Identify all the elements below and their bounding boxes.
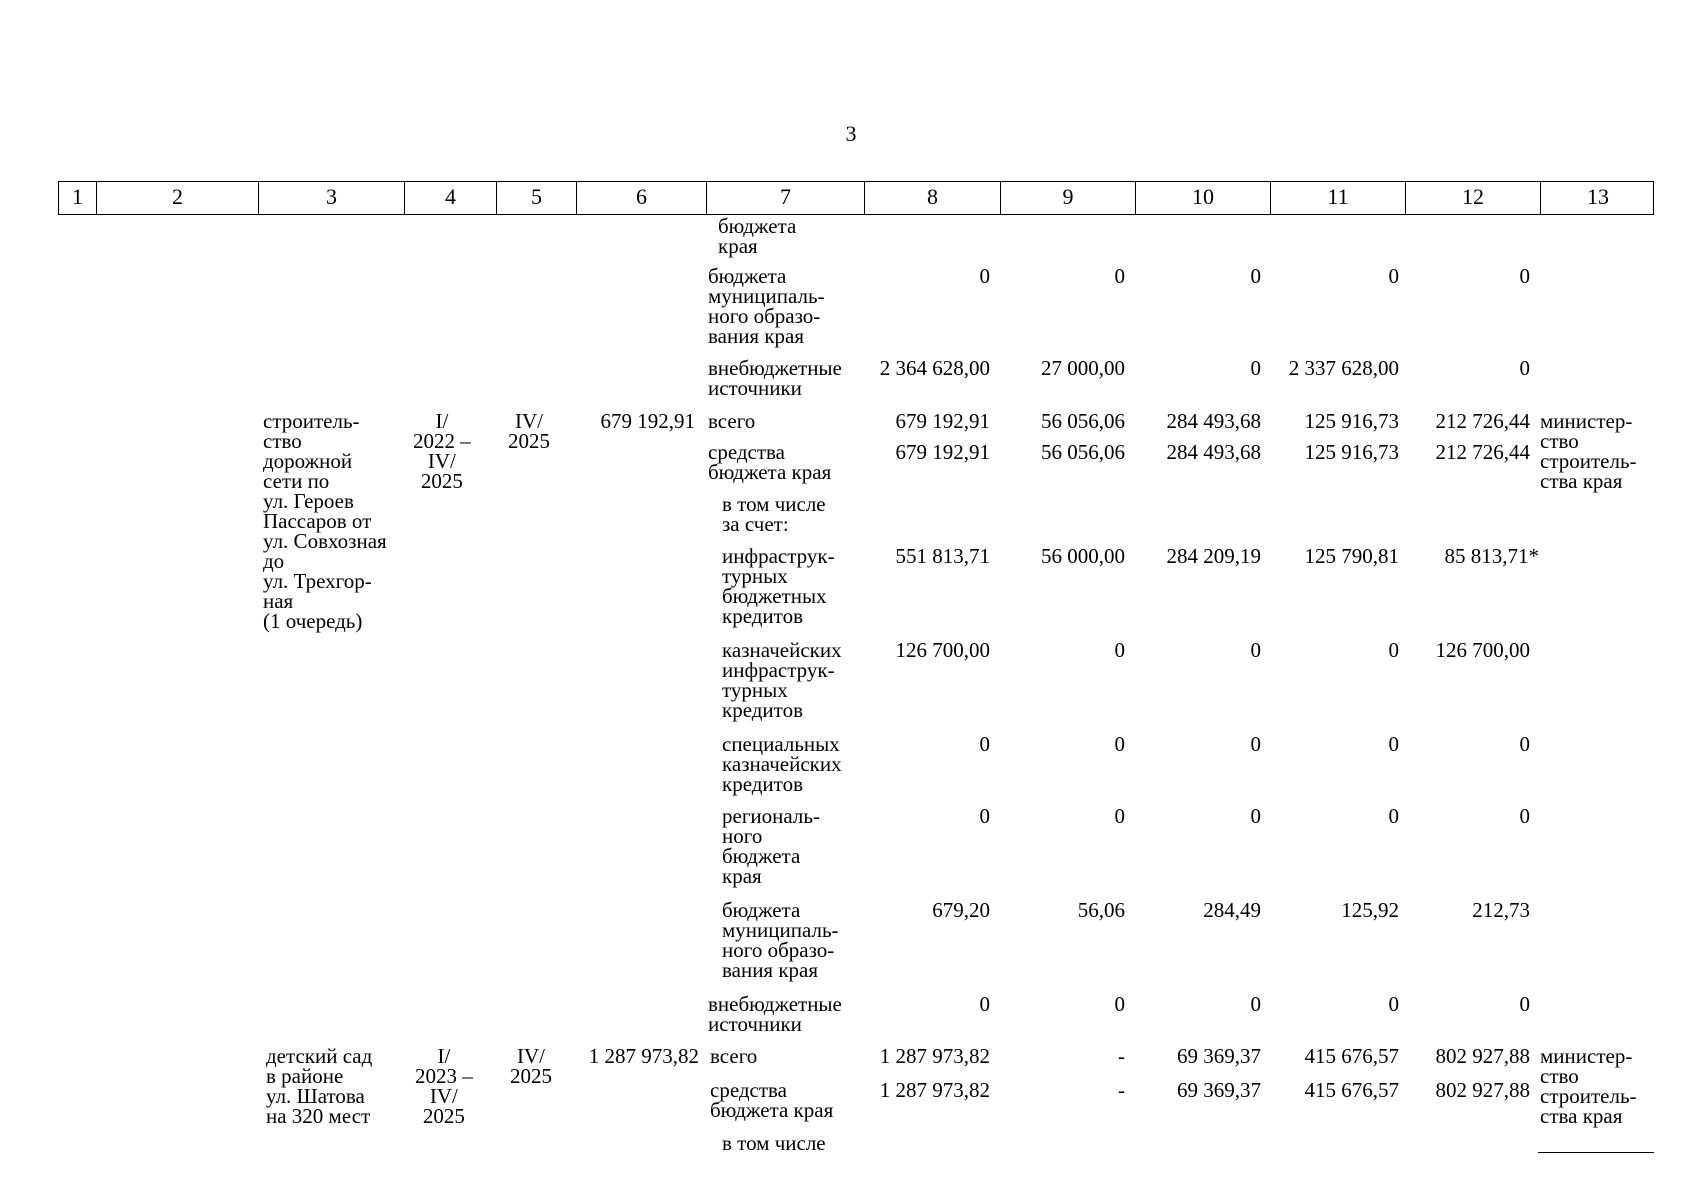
object-cost: 1 287 973,82 xyxy=(588,1044,699,1068)
object-cost: 679 192,91 xyxy=(600,409,695,433)
cell-value: 0 xyxy=(1519,264,1530,288)
cell-value: 212 726,44 xyxy=(1435,440,1530,464)
municipal-budget-label: бюджета муниципаль- ного образо- вания края xyxy=(722,898,839,982)
cell-value: 1 287 973,82 xyxy=(879,1078,990,1102)
header-col-2: 2 xyxy=(96,182,258,214)
src-municipal-label: бюджета муниципаль- ного образо- вания края xyxy=(708,264,825,348)
header-col-7: 7 xyxy=(706,182,864,214)
total-label: всего xyxy=(710,1044,758,1068)
cell-value: 679 192,91 xyxy=(895,440,990,464)
cell-value: - xyxy=(1118,1078,1125,1102)
continuation-rule xyxy=(1538,1152,1654,1153)
header-col-6: 6 xyxy=(576,182,706,214)
extra-budget-label: внебюджетные источники xyxy=(708,992,842,1036)
cell-value: 0 xyxy=(1388,992,1399,1016)
cell-value: 1 287 973,82 xyxy=(879,1044,990,1068)
cell-value: 125 790,81 xyxy=(1304,544,1399,568)
regional-budget-label: региональ- ного бюджета края xyxy=(722,804,820,888)
object-name: строитель- ство дорожной сети по ул. Героев Пассаров от ул. Совхозная до ул. Трехгор- ная (1 очередь) xyxy=(263,409,387,633)
object-deadline: IV/ 2025 xyxy=(508,409,550,453)
header-col-9: 9 xyxy=(1000,182,1135,214)
cell-value: 125 916,73 xyxy=(1304,440,1399,464)
cell-value: 0 xyxy=(1388,638,1399,662)
header-col-10: 10 xyxy=(1135,182,1270,214)
cell-value: 0 xyxy=(979,264,990,288)
object-name: детский сад в районе ул. Шатова на 320 мест xyxy=(266,1044,373,1128)
cell-value: 284 493,68 xyxy=(1166,409,1261,433)
header-col-11: 11 xyxy=(1270,182,1405,214)
cell-value: 56 000,00 xyxy=(1041,544,1125,568)
cell-value: 802 927,88 xyxy=(1435,1078,1530,1102)
header-col-3: 3 xyxy=(258,182,404,214)
cell-value: 85 813,71* xyxy=(1444,544,1539,568)
cell-value: 0 xyxy=(1250,638,1261,662)
cell-value: 0 xyxy=(1388,804,1399,828)
budget-label: средства бюджета края xyxy=(710,1078,834,1122)
header-col-13: 13 xyxy=(1540,182,1655,214)
cell-value: 0 xyxy=(1519,804,1530,828)
object-deadline: IV/ 2025 xyxy=(510,1044,552,1088)
cell-value: 69 369,37 xyxy=(1177,1078,1261,1102)
cell-value: 125 916,73 xyxy=(1304,409,1399,433)
cell-value: 0 xyxy=(1250,804,1261,828)
object-executor: министер- ство строитель- ства края xyxy=(1540,409,1637,493)
object-period: I/ 2023 – IV/ 2025 xyxy=(415,1044,473,1128)
cell-value: 0 xyxy=(1388,264,1399,288)
cell-value: 0 xyxy=(1114,992,1125,1016)
cell-value: 0 xyxy=(1519,356,1530,380)
cell-value: 0 xyxy=(1388,732,1399,756)
page-number: 3 xyxy=(845,121,857,146)
cell-value: 0 xyxy=(1114,732,1125,756)
cell-value: 56 056,06 xyxy=(1041,409,1125,433)
cell-value: 0 xyxy=(1114,264,1125,288)
including-label: в том числе xyxy=(722,1131,826,1155)
cell-value: 0 xyxy=(1250,356,1261,380)
cell-value: 125,92 xyxy=(1341,898,1399,922)
cell-value: 679,20 xyxy=(932,898,990,922)
header-col-5: 5 xyxy=(496,182,576,214)
cell-value: 415 676,57 xyxy=(1304,1044,1399,1068)
src-extra-label: внебюджетные источники xyxy=(708,356,842,400)
cell-value: 0 xyxy=(1250,264,1261,288)
cell-value: 284,49 xyxy=(1203,898,1261,922)
table-header-row xyxy=(58,181,1654,215)
cell-value: 126 700,00 xyxy=(895,638,990,662)
infra-credits-label: инфраструк- турных бюджетных кредитов xyxy=(722,544,835,628)
cell-value: 0 xyxy=(1519,732,1530,756)
cell-value: 0 xyxy=(1114,804,1125,828)
cell-value: 802 927,88 xyxy=(1435,1044,1530,1068)
header-col-8: 8 xyxy=(864,182,1000,214)
cell-value: 284 493,68 xyxy=(1166,440,1261,464)
cell-value: 27 000,00 xyxy=(1041,356,1125,380)
header-col-1: 1 xyxy=(72,184,83,209)
cell-value: 415 676,57 xyxy=(1304,1078,1399,1102)
total-label: всего xyxy=(708,409,756,433)
cell-value: 212 726,44 xyxy=(1435,409,1530,433)
object-period: I/ 2022 – IV/ 2025 xyxy=(413,409,471,493)
budget-label: средства бюджета края xyxy=(708,440,832,484)
object-executor: министер- ство строитель- ства края xyxy=(1540,1044,1637,1128)
cell-value: 0 xyxy=(979,992,990,1016)
cell-value: 0 xyxy=(1250,992,1261,1016)
cell-value: 0 xyxy=(1114,638,1125,662)
cell-value: 56,06 xyxy=(1077,898,1125,922)
special-credits-label: специальных казначейских кредитов xyxy=(722,732,842,796)
cell-value: 284 209,19 xyxy=(1166,544,1261,568)
cell-value: 0 xyxy=(1250,732,1261,756)
cell-value: 2 337 628,00 xyxy=(1288,356,1399,380)
cell-value: 56 056,06 xyxy=(1041,440,1125,464)
cell-value: 0 xyxy=(979,732,990,756)
header-col-12: 12 xyxy=(1405,182,1540,214)
cell-value: 679 192,91 xyxy=(895,409,990,433)
cell-value: 212,73 xyxy=(1472,898,1530,922)
cell-value: 2 364 628,00 xyxy=(879,356,990,380)
cell-value: 126 700,00 xyxy=(1435,638,1530,662)
treasury-credits-label: казначейских инфраструк- турных кредитов xyxy=(722,638,842,722)
cell-value: 0 xyxy=(1519,992,1530,1016)
cell-value: 69 369,37 xyxy=(1177,1044,1261,1068)
cell-value: 0 xyxy=(979,804,990,828)
including-label: в том числе за счет: xyxy=(722,492,826,536)
src-budget-krai-continued: бюджета края xyxy=(718,214,797,258)
cell-value: - xyxy=(1118,1044,1125,1068)
header-col-4: 4 xyxy=(404,182,496,214)
cell-value: 551 813,71 xyxy=(895,544,990,568)
